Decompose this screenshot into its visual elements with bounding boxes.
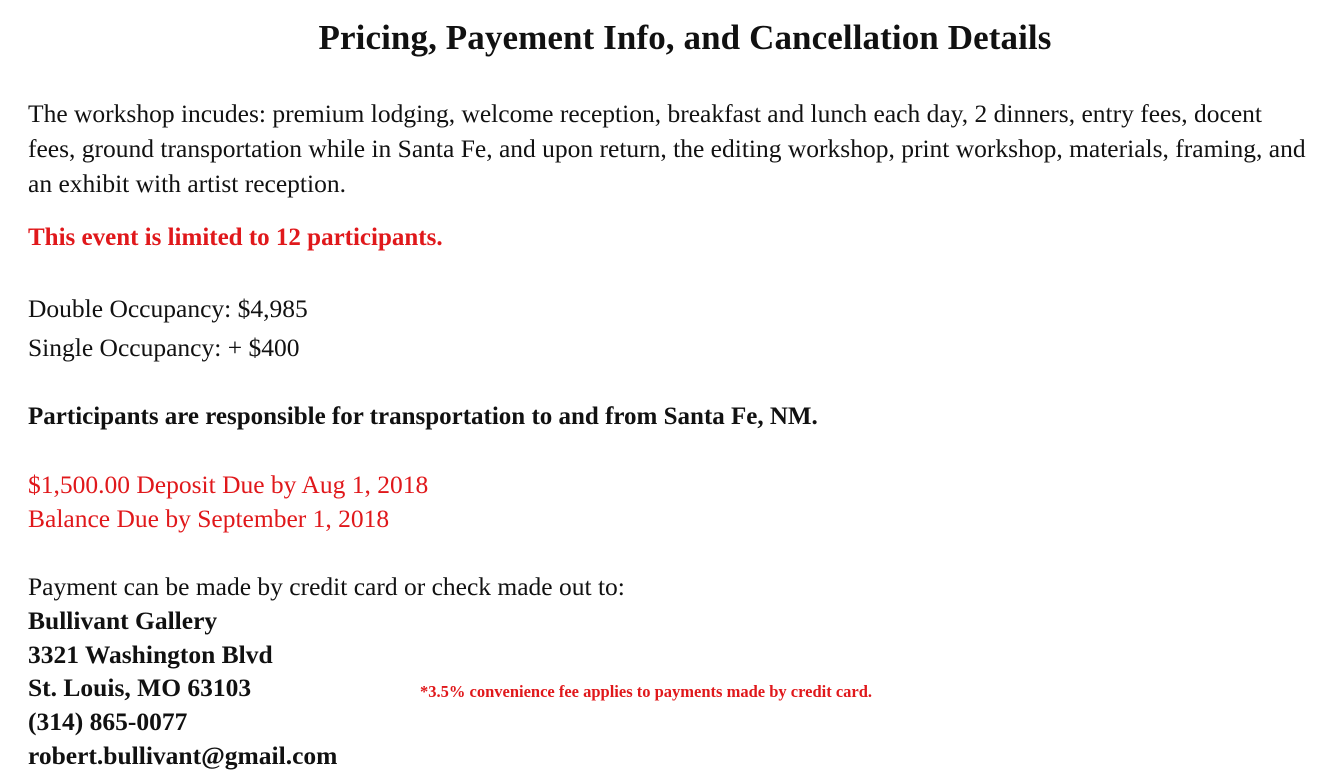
gallery-phone: (314) 865-0077 bbox=[28, 707, 188, 736]
workshop-inclusions-text: The workshop incudes: premium lodging, welcome reception, breakfast and lunch each day, 2 dinners, entry fees, docent fees, ground transportation while in Santa Fe, and upon return, the editing workshop, print workshop, materials, framing, and an exhibit with artist reception. bbox=[28, 99, 1306, 198]
page-title: Pricing, Payement Info, and Cancellation Details bbox=[318, 18, 1052, 57]
gallery-email: robert.bullivant@gmail.com bbox=[28, 741, 338, 770]
gallery-street-address: 3321 Washington Blvd bbox=[28, 640, 273, 669]
double-occupancy-price: Double Occupancy: $4,985 bbox=[28, 294, 308, 323]
gallery-name: Bullivant Gallery bbox=[28, 606, 218, 635]
credit-card-fee-note: *3.5% convenience fee applies to payments made by credit card. bbox=[420, 682, 873, 701]
transportation-notice: Participants are responsible for transportation to and from Santa Fe, NM. bbox=[28, 403, 818, 430]
deposit-due-date: $1,500.00 Deposit Due by Aug 1, 2018 bbox=[28, 470, 429, 499]
participant-limit-notice: This event is limited to 12 participants. bbox=[28, 224, 443, 251]
payment-instructions: Payment can be made by credit card or check made out to: bbox=[28, 572, 625, 601]
gallery-city-state-zip: St. Louis, MO 63103 bbox=[28, 673, 252, 702]
single-occupancy-price: Single Occupancy: + $400 bbox=[28, 333, 300, 362]
balance-due-date: Balance Due by September 1, 2018 bbox=[28, 504, 390, 533]
